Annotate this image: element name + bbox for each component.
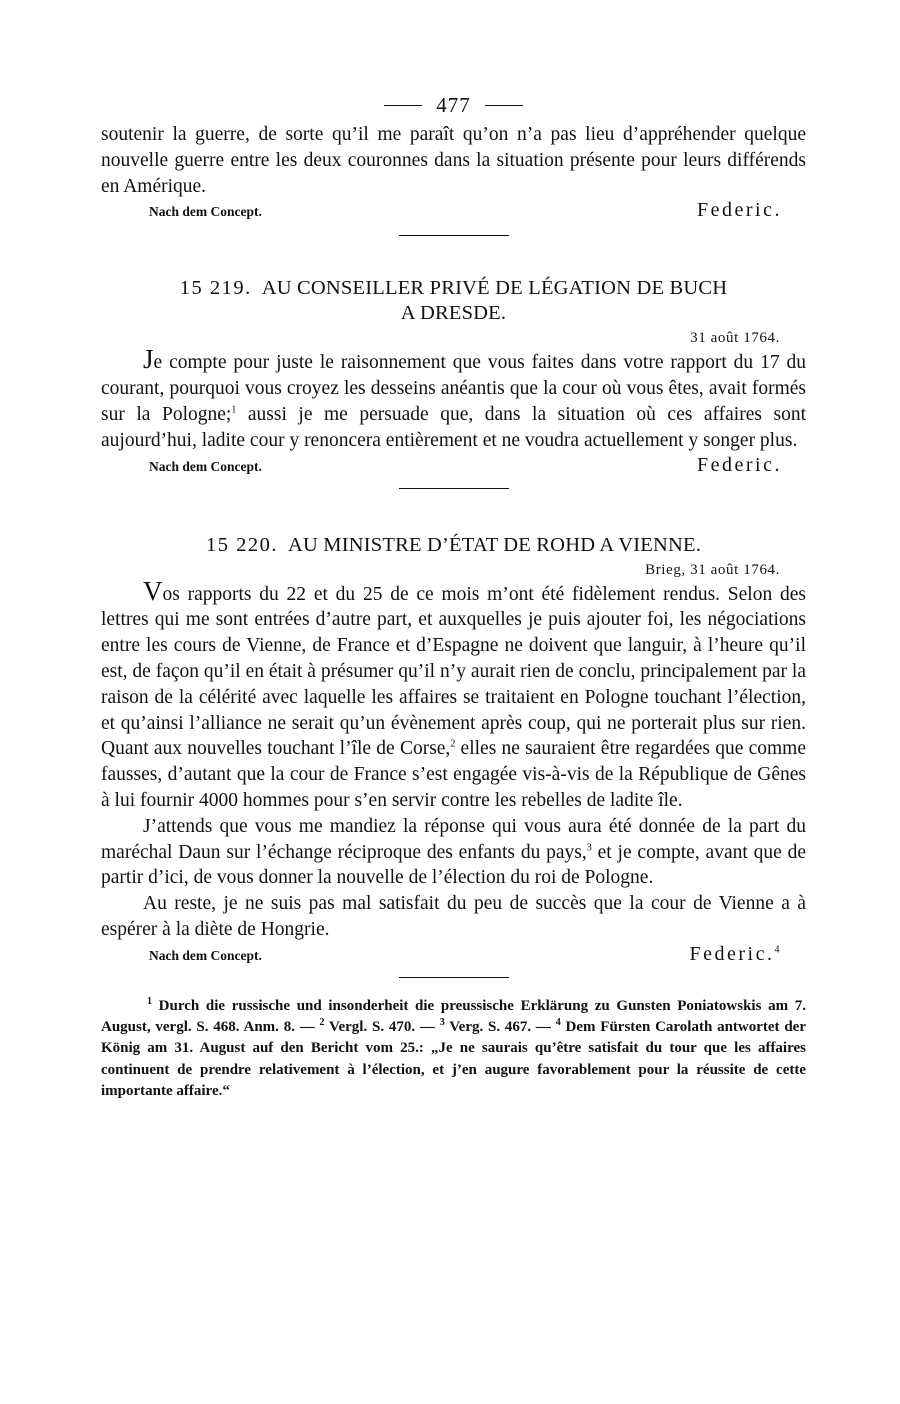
footnote-number: 3 xyxy=(439,1017,445,1029)
letter-heading-line1: AU MINISTRE D’ÉTAT DE ROHD A VIENNE. xyxy=(287,533,702,556)
source-note: Nach dem Concept. xyxy=(149,458,262,474)
letter-heading-line1: AU CONSEILLER PRIVÉ DE LÉGATION DE BUCH xyxy=(261,277,728,300)
header-dash-right xyxy=(485,105,523,106)
initial-letter: J xyxy=(143,344,154,375)
signature-row xyxy=(101,454,806,484)
initial-letter: V xyxy=(143,575,163,606)
letter-number: 15 220. xyxy=(205,533,278,556)
footnotes xyxy=(101,996,806,1102)
letter-15219 xyxy=(101,276,806,483)
signature: Federic. xyxy=(697,199,782,222)
letter-heading xyxy=(101,533,806,558)
letter-heading-line2: A DRESDE. xyxy=(400,302,507,325)
footnote-marker: 3 xyxy=(586,842,592,854)
footnote-text: Verg. S. 467. — xyxy=(444,1019,556,1036)
signature: Federic. xyxy=(697,453,782,476)
letter-paragraph: Je compte pour juste le raisonnement que vous faites dans votre rapport du 17 du courant, pourquoi vous croyez les desseins anéantis que la cour où vous êtes, avait formés sur la Pologne;$^1$ aussi je me persuade que, dans la situation où ces affaires sont aujourd’hui, ladite cour y renoncera entièrement et ne voudra actuellement y songer plus. xyxy=(101,344,806,451)
footnote-number: 2 xyxy=(319,1017,325,1029)
signature-row xyxy=(101,943,806,973)
footnote-text: Vergl. S. 470. — xyxy=(324,1019,440,1036)
document-page xyxy=(101,88,806,1102)
footnote-marker: 2 xyxy=(450,738,456,750)
letter-15220 xyxy=(101,533,806,973)
footnote-number: 1 xyxy=(147,995,152,1007)
page-header xyxy=(101,88,806,122)
letter-number: 15 219. xyxy=(179,277,252,300)
letter-heading xyxy=(101,276,806,326)
source-note: Nach dem Concept. xyxy=(149,204,262,220)
signature: Federic.$^4$ xyxy=(689,942,782,965)
footnote-text: Durch die russische und insonderheit die preussische Erklärung zu Gunsten Poniatowskis am 7. August, vergl. S. 468. Anm. 8. — xyxy=(101,997,806,1036)
footnote-marker: 1 xyxy=(231,404,237,416)
source-note: Nach dem Concept. xyxy=(149,947,262,963)
page-number: 477 xyxy=(436,93,471,117)
letter-paragraph: Vos rapports du 22 et du 25 de ce mois m’ont été fidèlement rendus. Selon des lettres qui me sont entrées d’autre part, et auxquelles je puis ajouter foi, les négociations entre les cours de Vienne, de France et d’Espagne ne doivent que languir, à l’heure qu’il est, de façon qu’il en était à présumer qu’il n’y aurait rien de conclu, principalement par la raison de la célérité avec laquelle les affaires se traitaient en Pologne touchant l’élection, et qu’ainsi l’alliance ne serait qu’un évènement après coup, qui ne porterait plus sur rien. Quant aux nouvelles touchant l’île de Corse,$^2$ elles ne sauraient être regardées que comme fausses, d’autant que la cour de France s’est engagée vis-à-vis de la République de Gênes à lui fournir 4000 hommes pour s’en servir contre les rebelles de ladite île. xyxy=(101,575,806,811)
footnote-marker: 4 xyxy=(774,944,782,956)
letter-date: Brieg, 31 août 1764. xyxy=(645,561,780,578)
signature-row xyxy=(101,199,806,229)
footnote-number: 4 xyxy=(555,1017,561,1029)
continuation-paragraph: soutenir la guerre, de sorte qu’il me paraît qu’on n’a pas lieu d’appréhender quelque nouvelle guerre entre les deux couronnes dans la situation présente pour leurs différends en Amérique. xyxy=(101,124,806,197)
letter-paragraph: J’attends que vous me mandiez la réponse qui vous aura été donnée de la part du maréchal Daun sur l’échange réciproque des enfants du pays,$^3$ et je compte, avant que de partir d’ici, de vous donner la nouvelle de l’élection du roi de Pologne. xyxy=(101,815,806,889)
letter-paragraph: Au reste, je ne suis pas mal satisfait du peu de succès que la cour de Vienne a à espérer à la diète de Hongrie. xyxy=(101,893,806,940)
footnote-text: Dem Fürsten Carolath antwortet der König am 31. August auf den Bericht vom 25.: „Je ne saurais qu’être satisfait du tour que les affaires continuent de prendre relativement à l’élection, et j’en augure favorablement pour la réussite de cette importante affaire.“ xyxy=(101,1019,806,1099)
letter-date: 31 août 1764. xyxy=(690,330,780,347)
header-dash-left xyxy=(384,105,422,106)
